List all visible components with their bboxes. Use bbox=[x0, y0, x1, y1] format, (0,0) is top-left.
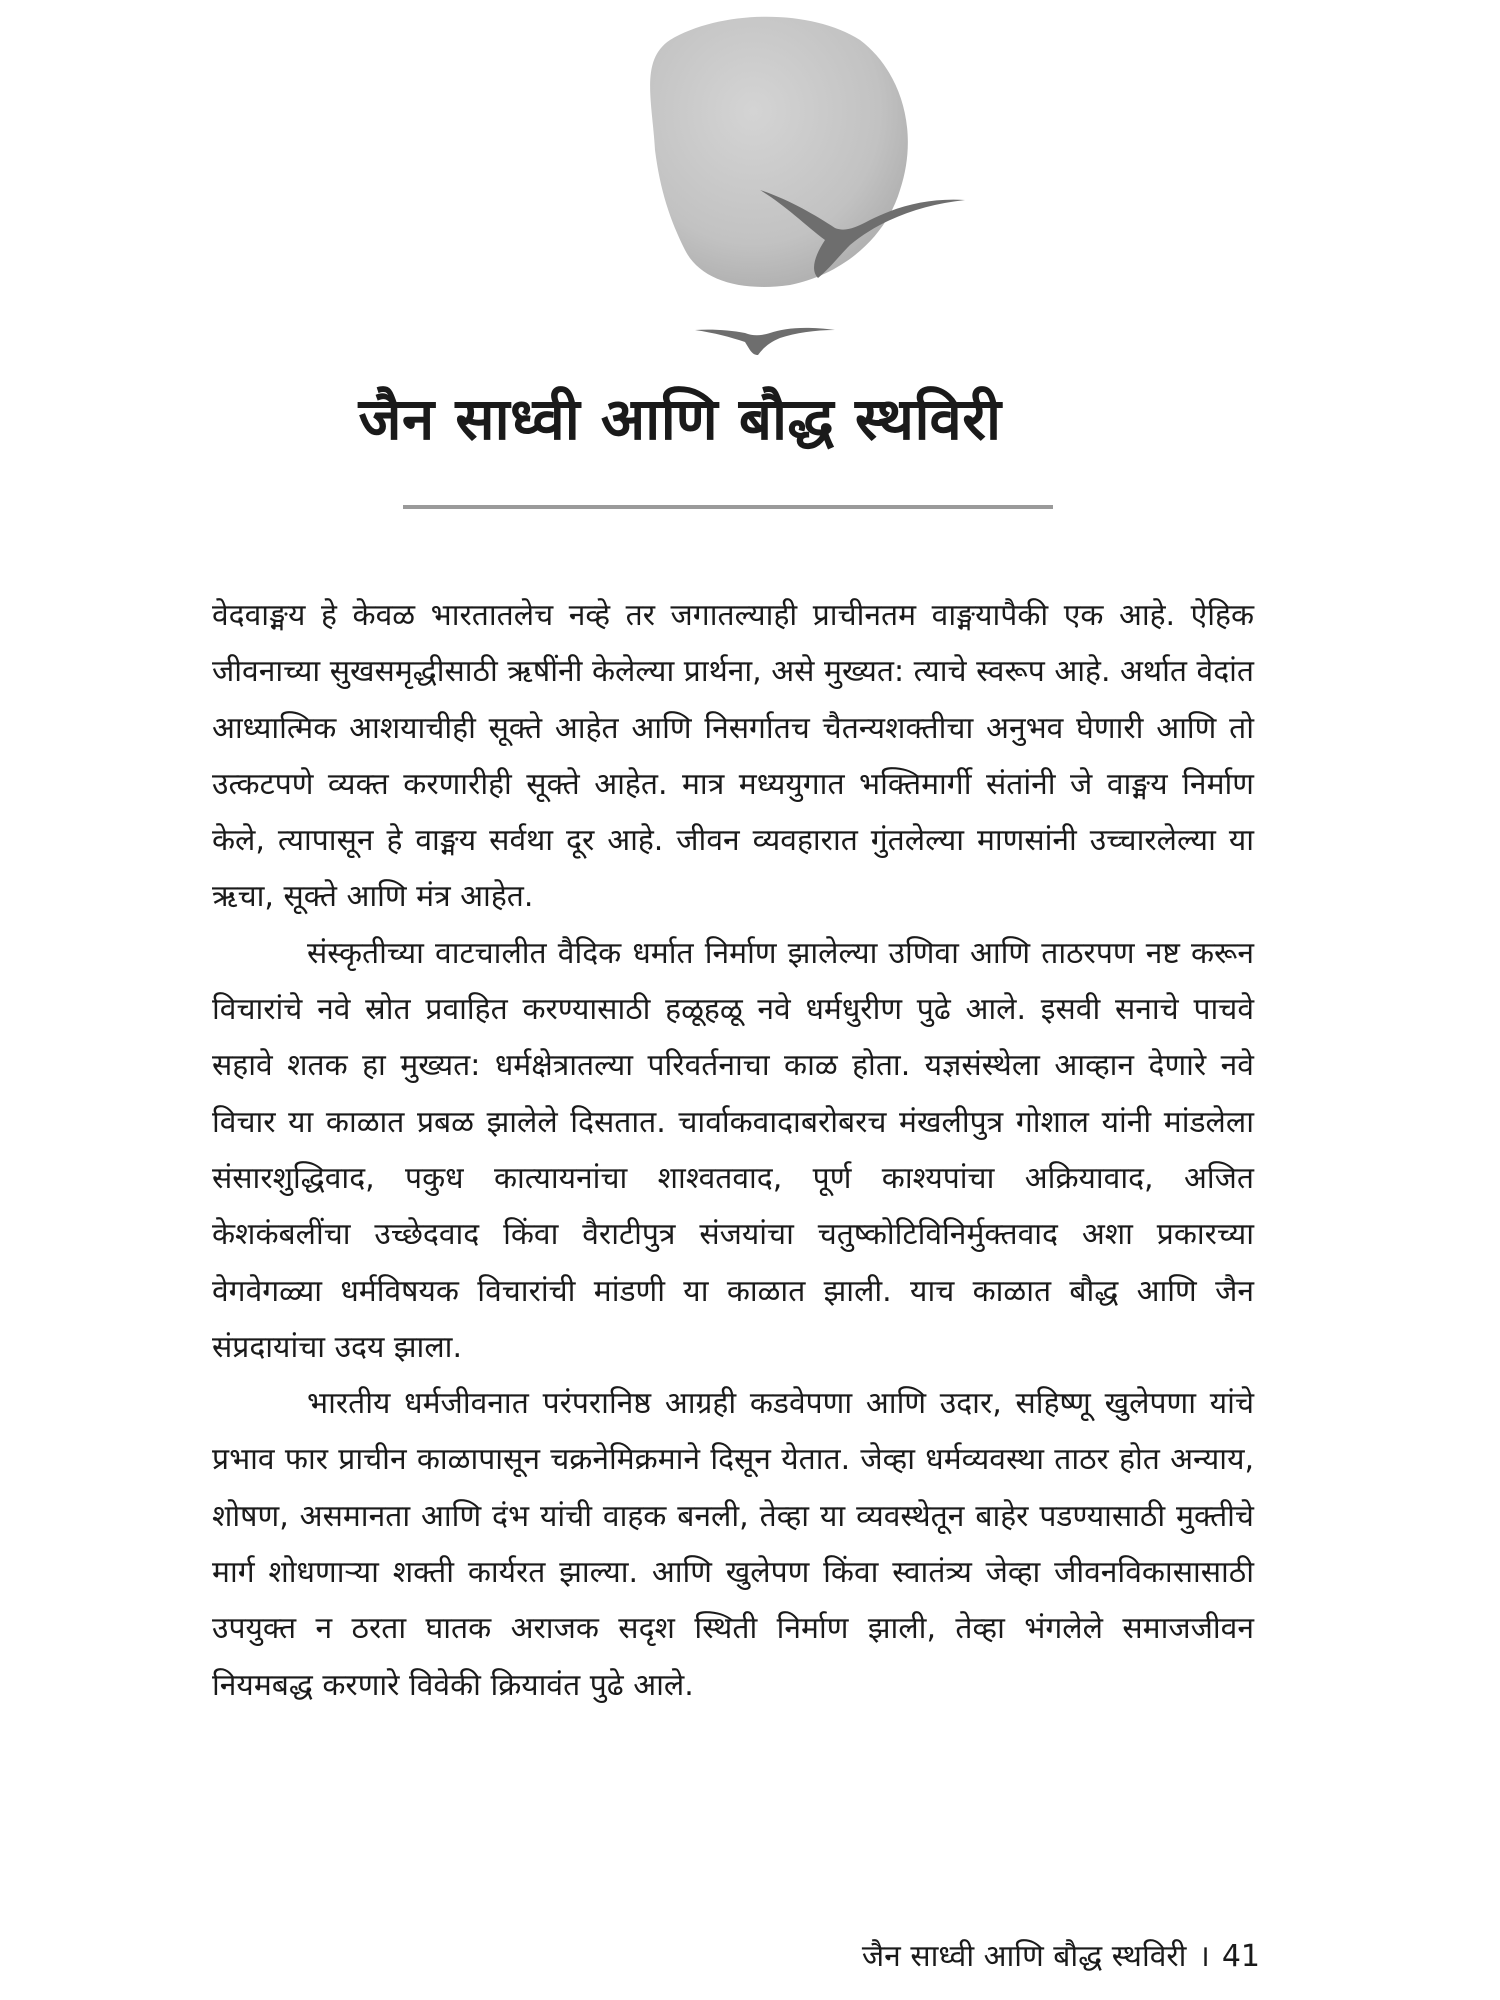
paragraph-2: संस्कृतीच्या वाटचालीत वैदिक धर्मात निर्माण झालेल्या उणिवा आणि ताठरपण नष्ट करून विचारांचे नवे स्रोत प्रवाहित करण्यासाठी हळूहळू नवे धर्मधुरीण पुढे आले. इसवी सनाचे पाचवे सहावे शतक हा मुख्यत: धर्मक्षेत्रातल्या परिवर्तनाचा काळ होता. यज्ञसंस्थेला आव्हान देणारे नवे विचार या काळात प्रबळ झालेले दिसतात. चार्वाकवादाबरोबरच मंखलीपुत्र गोशाल यांनी मांडलेला संसारशुद्धिवाद, पकुध कात्यायनांचा शाश्वतवाद, पूर्ण काश्यपांचा अक्रियावाद, अजित केशकंबलींचा उच्छेदवाद किंवा वैराटीपुत्र संजयांचा चतुष्कोटिविनिर्मुक्तवाद अशा प्रकारच्या वेगवेगळ्या धर्मविषयक विचारांची मांडणी या काळात झाली. याच काळात बौद्ध आणि जैन संप्रदायांचा उदय झाला. bbox=[212, 935, 1254, 1365]
chapter-title: जैन साध्वी आणि बौद्ध स्थविरी bbox=[358, 385, 1002, 453]
moon-shape bbox=[650, 17, 908, 287]
paragraph-3: भारतीय धर्मजीवनात परंपरानिष्ठ आग्रही कडवेपणा आणि उदार, सहिष्णू खुलेपणा यांचे प्रभाव फार प्राचीन काळापासून चक्रनेमिक्रमाने दिसून येतात. जेव्हा धर्मव्यवस्था ताठर होत अन्याय, शोषण, असमानता आणि दंभ यांची वाहक बनली, तेव्हा या व्यवस्थेतून बाहेर पडण्यासाठी मुक्तीचे मार्ग शोधणाऱ्या शक्ती कार्यरत झाल्या. आणि खुलेपण किंवा स्वातंत्र्य जेव्हा जीवनविकासासाठी उपयुक्त न ठरता घातक अराजक सदृश स्थिती निर्माण झाली, तेव्हा भंगलेले समाजजीवन नियमबद्ध करणारे विवेकी क्रियावंत पुढे आले. bbox=[212, 1386, 1254, 1703]
running-title: जैन साध्वी आणि बौद्ध स्थविरी bbox=[861, 1939, 1187, 1974]
moon-and-birds-illustration bbox=[600, 0, 1060, 370]
body-text bbox=[212, 588, 1254, 1714]
paragraph-1: वेदवाङ्मय हे केवळ भारतातलेच नव्हे तर जगातल्याही प्राचीनतम वाङ्मयापैकी एक आहे. ऐहिक जीवनाच्या सुखसमृद्धीसाठी ऋषींनी केलेल्या प्रार्थना, असे मुख्यत: त्याचे स्वरूप आहे. अर्थात वेदांत आध्यात्मिक आशयाचीही सूक्ते आहेत आणि निसर्गातच चैतन्यशक्तीचा अनुभव घेणारी आणि तो उत्कटपणे व्यक्त करणारीही सूक्ते आहेत. मात्र मध्ययुगात भक्तिमार्गी संतांनी जे वाङ्मय निर्माण केले, त्यापासून हे वाङ्मय सर्वथा दूर आहे. जीवन व्यवहारात गुंतलेल्या माणसांनी उच्चारलेल्या या ऋचा, सूक्ते आणि मंत्र आहेत. bbox=[212, 598, 1254, 915]
page-footer bbox=[862, 1937, 1260, 1977]
footer-separator: । bbox=[1198, 1939, 1210, 1974]
page-number: 41 bbox=[1221, 1939, 1260, 1974]
small-bird bbox=[695, 328, 835, 355]
title-underline bbox=[403, 505, 1053, 509]
